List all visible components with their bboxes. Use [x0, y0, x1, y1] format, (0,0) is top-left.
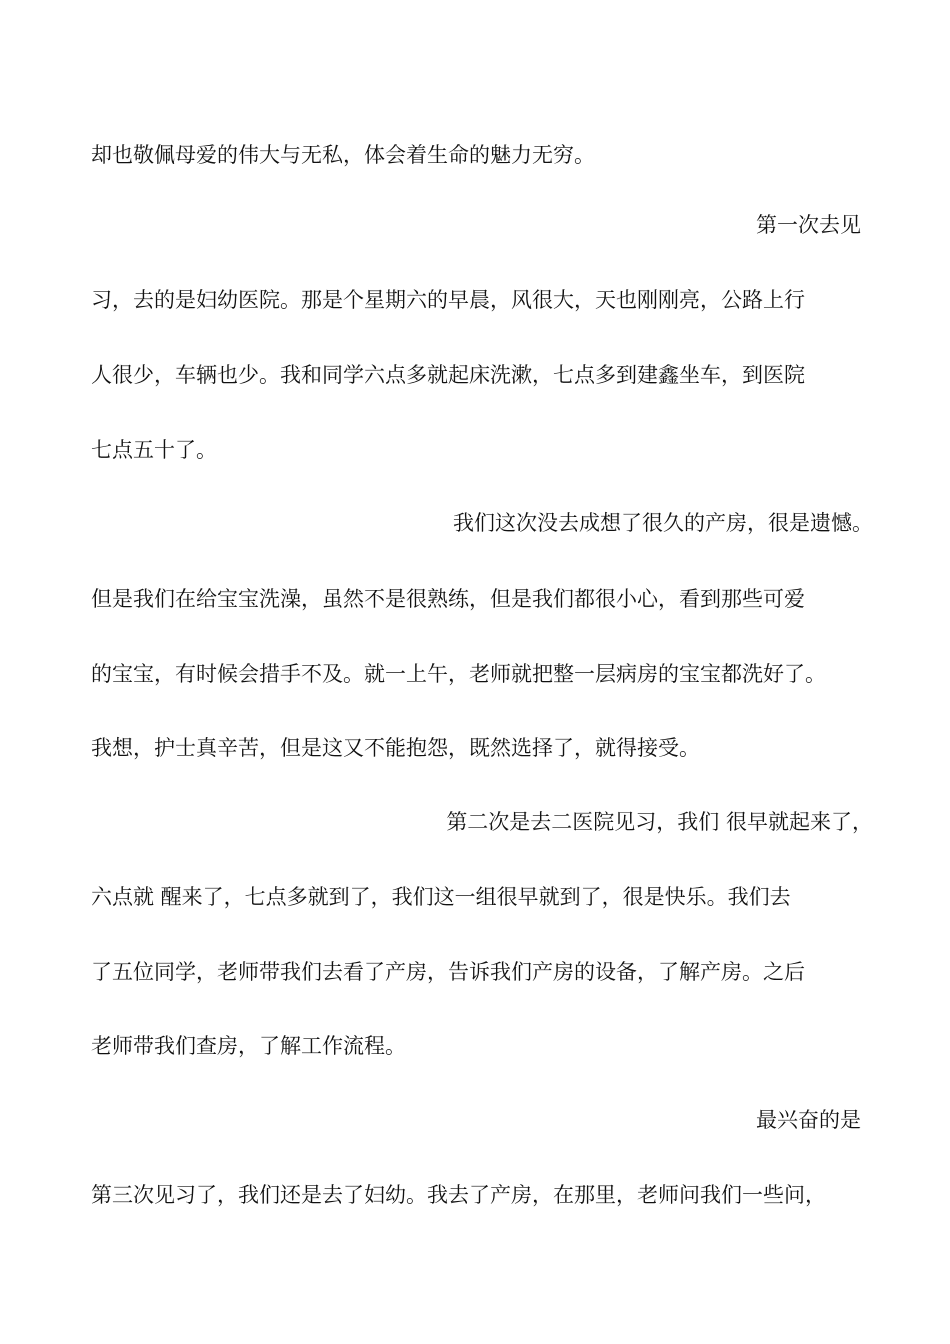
text-line-14: 最兴奋的是 [756, 1108, 861, 1132]
text-line-5: 七点五十了。 [91, 438, 217, 462]
text-line-7: 但是我们在给宝宝洗澡，虽然不是很熟练，但是我们都很小心，看到那些可爱 [91, 587, 805, 611]
text-line-6: 我们这次没去成想了很久的产房，很是遗憾。 [453, 511, 873, 535]
text-line-12: 了五位同学，老师带我们去看了产房，告诉我们产房的设备，了解产房。之后 [91, 960, 805, 984]
text-line-4: 人很少，车辆也少。我和同学六点多就起床洗漱，七点多到建鑫坐车，到医院 [91, 363, 805, 387]
text-line-13: 老师带我们查房，了解工作流程。 [91, 1034, 406, 1058]
text-line-1: 却也敬佩母爱的伟大与无私，体会着生命的魅力无穷。 [91, 143, 595, 167]
text-line-3: 习，去的是妇幼医院。那是个星期六的早晨，风很大，天也刚刚亮，公路上行 [91, 288, 805, 312]
text-line-15: 第三次见习了，我们还是去了妇幼。我去了产房，在那里，老师问我们一些问， [91, 1183, 826, 1207]
text-line-8: 的宝宝，有时候会措手不及。就一上午，老师就把整一层病房的宝宝都洗好了。 [91, 662, 826, 686]
text-line-2: 第一次去见 [756, 213, 861, 237]
text-line-9: 我想，护士真辛苦，但是这又不能抱怨，既然选择了，就得接受。 [91, 736, 700, 760]
text-line-10: 第二次是去二医院见习，我们 很早就起来了， [446, 810, 873, 834]
text-line-11: 六点就 醒来了，七点多就到了，我们这一组很早就到了，很是快乐。我们去 [91, 885, 791, 909]
